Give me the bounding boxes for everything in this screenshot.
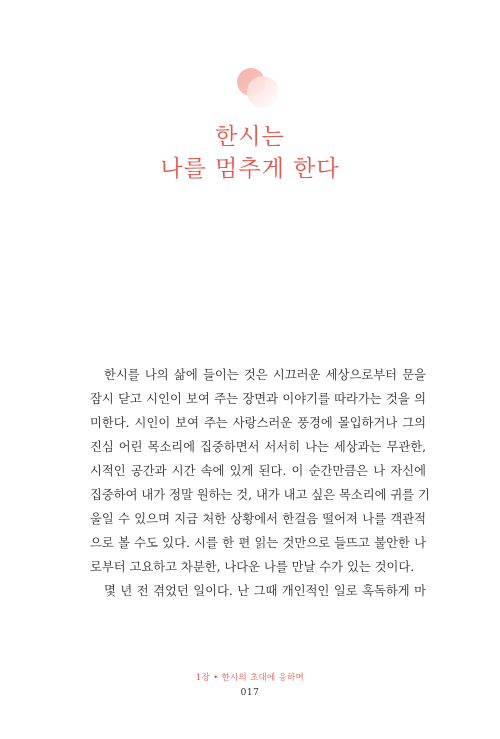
page-number: 017	[240, 688, 260, 698]
page-title-line-1: 한시는	[215, 124, 285, 150]
body-line-10: 몇 년 전 겪었던 일이다. 난 그때 개인적인 일로 혹독하게 마	[104, 584, 426, 598]
emblem-front-circle	[247, 76, 279, 108]
page-title-line-2: 나를 멈추게 한다	[160, 156, 340, 182]
body-line-6: 집중하여 내가 정말 원하는 것, 내가 내고 싶은 목소리에 귀를 기	[90, 488, 430, 502]
body-line-5: 시적인 공간과 시간 속에 있게 된다. 이 순간만큼은 나 자신에	[90, 464, 426, 478]
running-footer-chapter: 1장 • 한시의 초대에 응하며	[195, 673, 305, 683]
body-line-3: 미한다. 시인이 보여 주는 사랑스러운 풍경에 몰입하거나 그의	[90, 416, 426, 430]
body-line-7: 울일 수 있으며 지금 처한 상황에서 한걸음 떨어져 나를 객관적	[90, 512, 426, 526]
body-line-8: 으로 볼 수도 있다. 시를 한 편 읽는 것만으로 들뜨고 불안한 나	[90, 536, 426, 550]
overlapping-circles-icon	[236, 66, 280, 110]
body-line-2: 잠시 닫고 시인이 보여 주는 장면과 이야기를 따라가는 것을 의	[90, 392, 426, 406]
body-line-9: 로부터 고요하고 차분한, 나다운 나를 만날 수가 있는 것이다.	[90, 560, 415, 574]
body-line-4: 진심 어린 목소리에 집중하면서 서서히 나는 세상과는 무관한,	[90, 440, 426, 454]
body-line-1: 한시를 나의 삶에 들이는 것은 시끄러운 세상으로부터 문을	[104, 368, 426, 382]
